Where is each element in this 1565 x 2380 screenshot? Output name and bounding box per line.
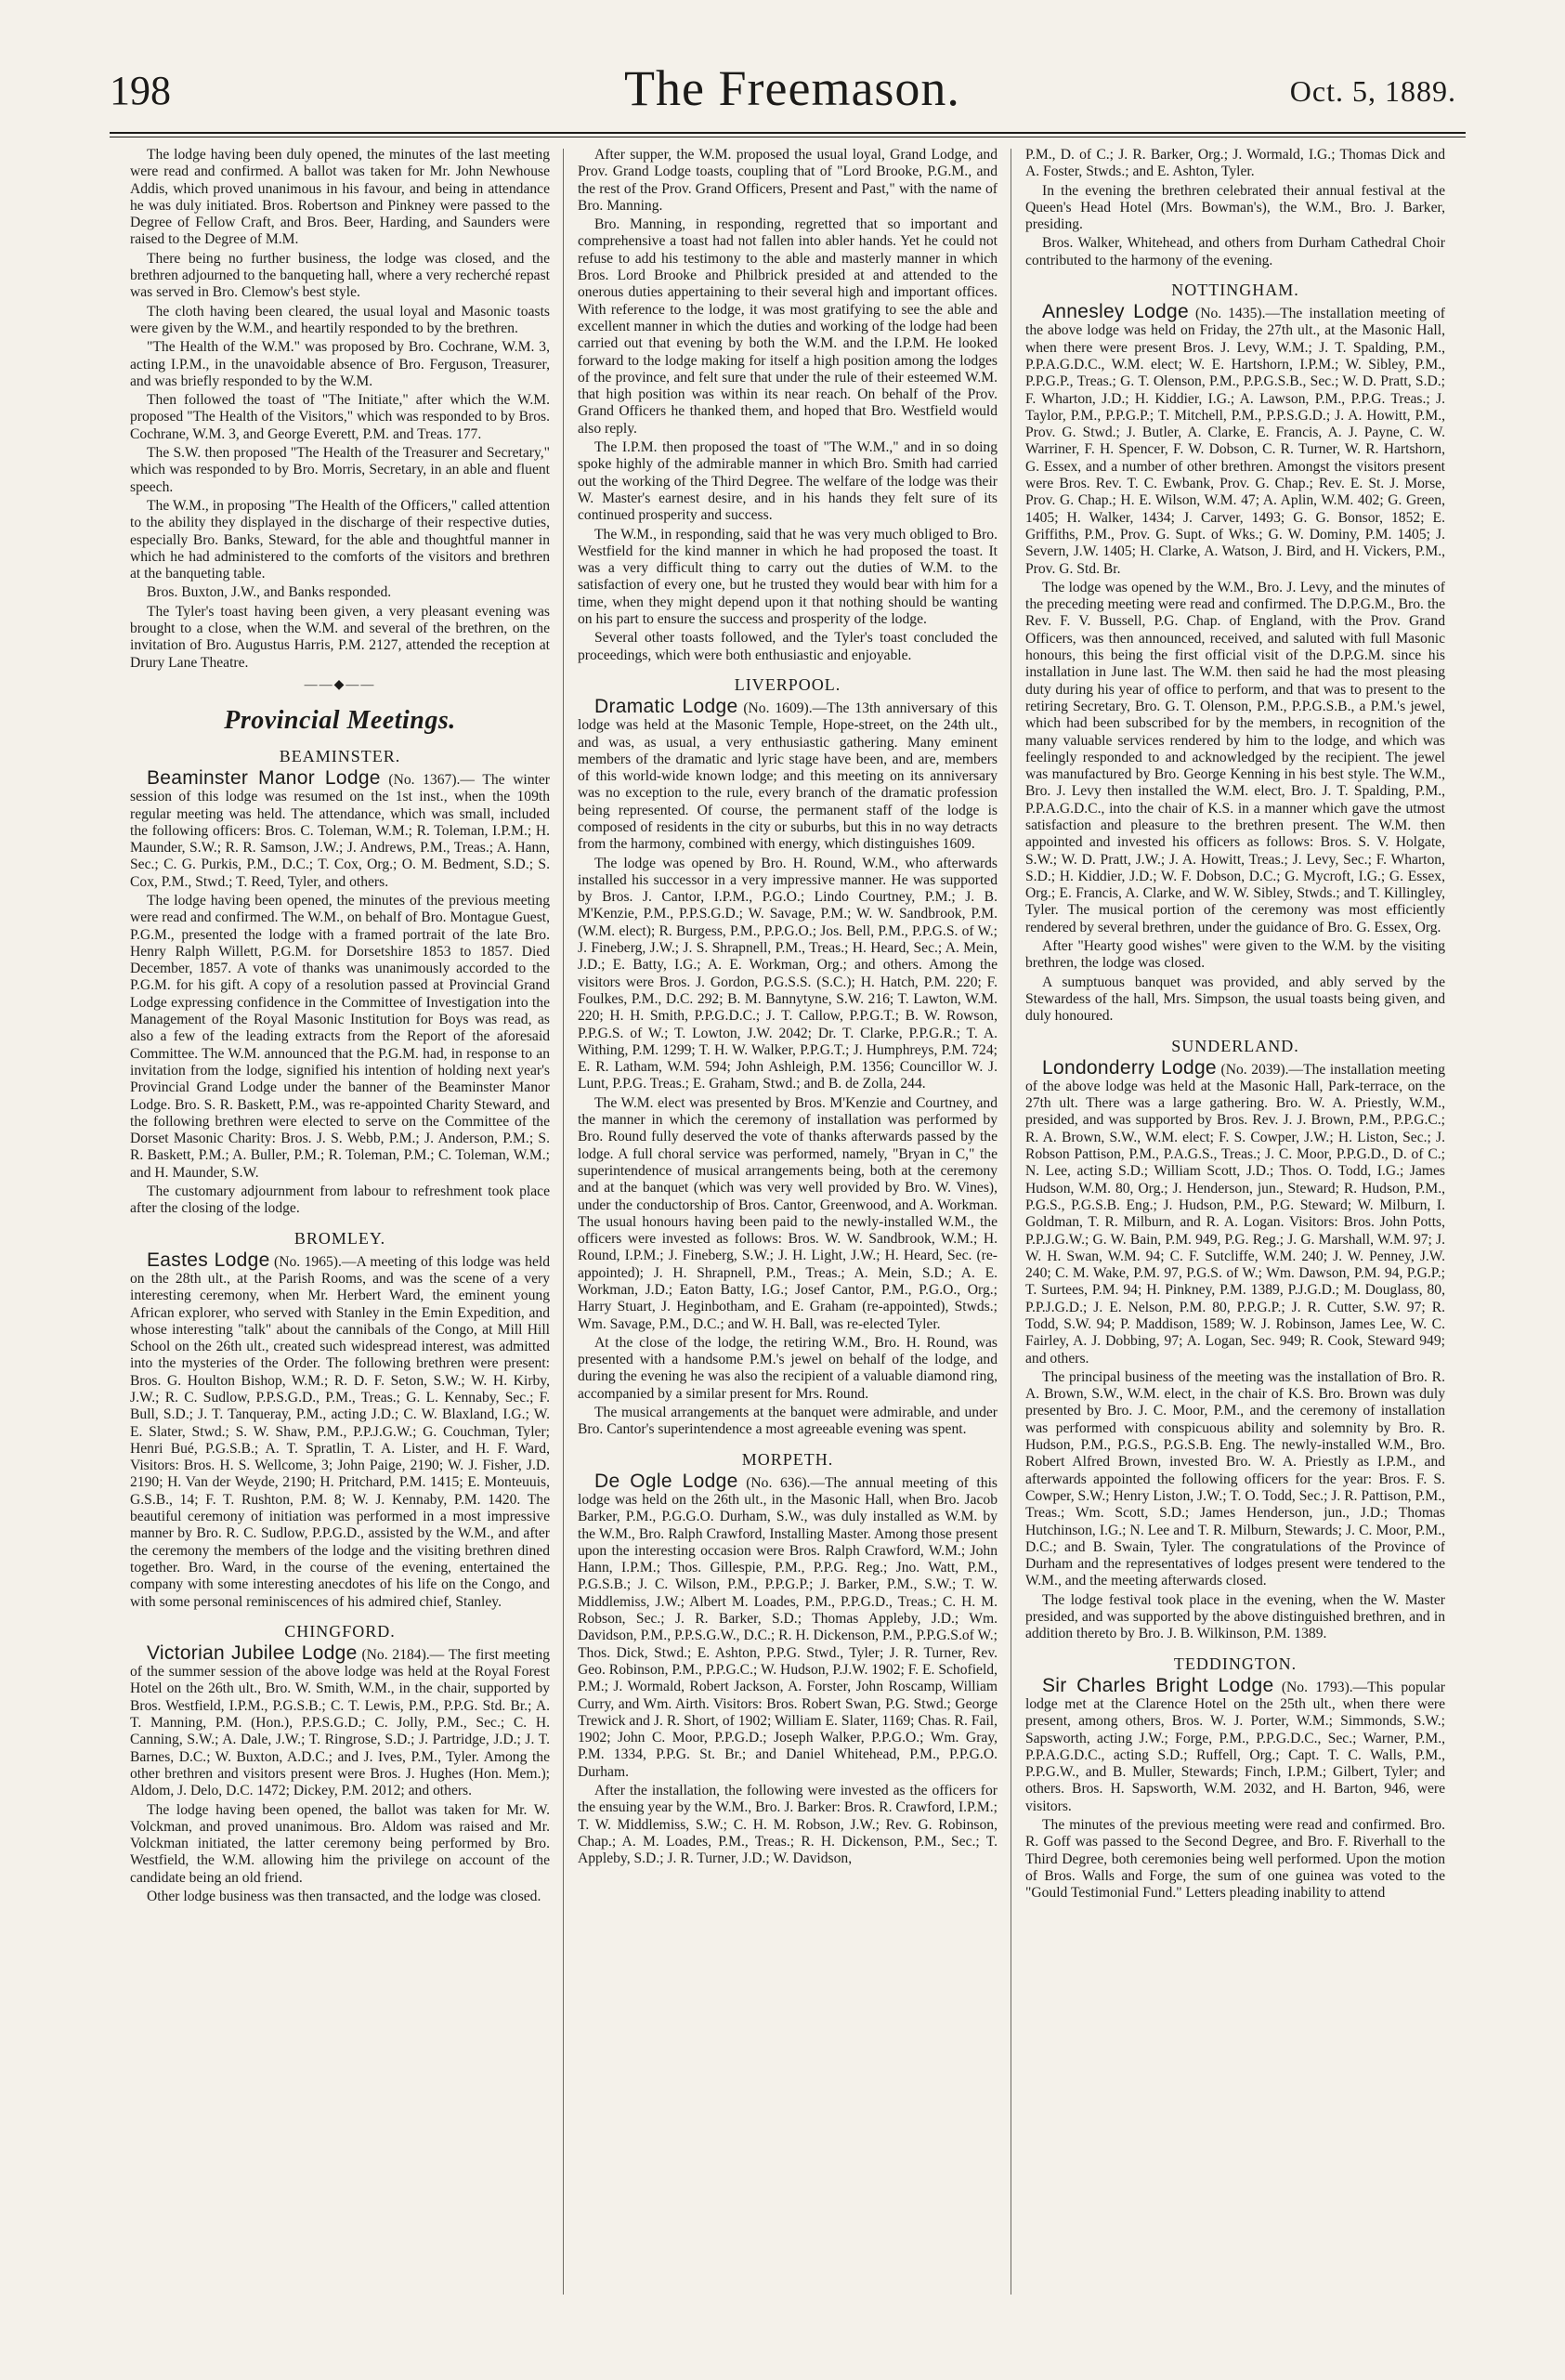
lodge-number: (No. 1367).— <box>388 771 476 788</box>
column-3 <box>1025 147 1445 2339</box>
paragraph: Other lodge business was then transacted, and the lodge was closed. <box>147 1889 541 1905</box>
paragraph: At the close of the lodge, the retiring W.M., Bro. H. Round, was presented with a handsome P.M.'s jewel on behalf of the lodge, and during the evening he was also the recipient of a valuable diamond ring, accompanied by a similar present for Mrs. Round. <box>578 1334 998 1402</box>
paragraph: The principal business of the meeting was the installation of Bro. R. A. Brown, S.W., W.M. elect, in the chair of K.S. Bro. Brown was duly presented by Bro. J. C. Moor, P.M., and the ceremony of installation was performed with conspicuous ability and solemnity by Bro. R. Hudson, P.M., P.G.S., P.G.S.B. Eng. The newly-installed W.M., Bro. Robert Alfred Brown, invested Bro. W. A. Priestly as I.P.M., and afterwards appointed the following officers for the year: Bros. F. S. Cowper, S.W.; Henry Liston, J.W.; T. O. Todd, Sec.; J. R. Pattison, P.M., Treas.; Wm. Scott, S.D.; James Henderson, jun., J.D.; Thomas Hutchinson, I.G.; N. Lee and T. R. Milburn, Stewards; J. C. Moor, P.M., D.C.; and B. Swain, Tyler. The congratulations of the Province of Durham and the representatives of lodges present were tendered to the W.M., and the meeting afterwards closed. <box>1025 1368 1445 1589</box>
paragraph: After supper, the W.M. proposed the usual loyal, Grand Lodge, and Prov. Grand Lodge toasts, coupling that of "Lord Brooke, P.G.M., and the rest of the Prov. Grand Officers, Present and Past," with the name of Bro. Manning. <box>578 147 998 214</box>
lodge-name: Annesley Lodge <box>1042 301 1189 323</box>
town-heading: SUNDERLAND. <box>1171 1036 1299 1055</box>
paragraph: A sumptuous banquet was provided, and ably served by the Stewardess of the hall, Mrs. Simpson, the usual toasts being given, and duly honoured. <box>1025 974 1445 1025</box>
paragraph: The musical arrangements at the banquet were admirable, and under Bro. Cantor's superintendence a most agreeable evening was spent. <box>578 1405 998 1438</box>
paragraph: The lodge having been opened, the minutes of the previous meeting were read and confirmed. The W.M., on behalf of Bro. Montague Guest, P.G.M., presented the lodge with a framed portrait of the late Bro. Henry Ralph Willett, P.G.M. for Dorsetshire 1853 to 1857. Died December, 1857. A vote of thanks was unanimously accorded to the P.G.M. for his gift. A copy of a resolution passed at Provincial Grand Lodge expressing confidence in the Committee of Investigation into the Management of the Royal Masonic Institution for Boys was read, as also a few of the leading extracts from the Report of the aforesaid Committee. The W.M. announced that the P.G.M. had, in response to an invitation from the lodge, signified his intention of holding next year's Provincial Grand Lodge under the banner of the Beaminster Manor Lodge. Bro. S. R. Baskett, P.M., was re-appointed Charity Steward, and the following brethren were elected to serve on the Committee of the Dorset Masonic Charity: Bros. J. S. Webb, P.M.; J. Anderson, P.M.; S. R. Baskett, P.M.; A. Buller, P.M.; R. Toleman, P.M.; C. Toleman, W.M.; and H. Maunder, S.W. <box>130 892 550 1181</box>
paragraph: The I.P.M. then proposed the toast of "The W.M.," and in so doing spoke highly of the admirable manner in which Bro. Smith had carried out the working of the Third Degree. The welfare of the lodge was their W. Master's earnest desire, and in his hands they felt sure of its continued prosperity and success. <box>578 439 998 524</box>
lodge-number: (No. 1435).— <box>1195 306 1281 322</box>
town-heading: MORPETH. <box>741 1449 834 1469</box>
lodge-number: (No. 2039).— <box>1220 1061 1304 1078</box>
section-ornament: ——◆—— <box>304 677 376 692</box>
paragraph: The lodge was opened by Bro. H. Round, W.M., who afterwards installed his successor in a very impressive manner. He was supported by Bros. J. Cantor, I.P.M., P.G.O.; Lindo Courtney, P.M.; J. B. M'Kenzie, P.M., P.P.S.G.D.; W. Savage, P.M.; W. W. Sandbrook, P.M. (W.M. elect); R. Burgess, P.M., P.P.G.O.; Jos. Bell, P.M., P.P.G.S. of W.; J. Fineberg, J.W.; J. S. Shrapnell, P.M., Treas.; H. Heard, Sec.; A. Mein, J.D.; E. Batty, I.G.; A. E. Workman, Org.; and others. Among the visitors were Bros. J. Gordon, P.G.S.S. (S.C.); H. Hatch, P.M. 220; F. Foulkes, P.M., D.C. 292; B. M. Bannytyne, S.W. 216; T. Lawton, W.M. 220; H. H. Smith, P.P.G.D.C.; J. T. Callow, P.P.G.T.; B. W. Rowson, P.P.G.S. of W.; T. Lowton, J.W. 2042; Dr. T. Clarke, P.P.G.R.; T. A. Withing, P.M. 1299; T. H. W. Walker, P.P.G.T.; J. Humphreys, P.M. 724; E. R. Latham, W.M. 594; John Ashleigh, P.M. 1356; Councillor W. J. Lunt, P.P.G. Treas.; E. Graham, Stwd.; and B. de Zolla, 244. <box>578 855 998 1092</box>
lodge-report <box>130 766 550 891</box>
lodge-name: Victorian Jubilee Lodge <box>147 1641 358 1664</box>
paragraph: Bros. Buxton, J.W., and Banks responded. <box>147 584 392 601</box>
column-divider <box>563 149 564 2295</box>
paragraph: The W.M. elect was presented by Bros. M'Kenzie and Courtney, and the manner in which the ceremony of installation was performed by Bro. Round fully deserved the vote of thanks afterwards passed by the lodge. A full choral service was performed, namely, "Bryan in C," the superintendence of musical arrangements being, both at the ceremony and at the banquet (which was very well provided by Bro. W. Vines), under the conductorship of Bros. Cantor, Greenwood, and A. Workman. The usual honours having been paid to the newly-installed W.M., the officers were invested as follows: Bros. W. W. Sandbrook, W.M.; H. Round, I.P.M.; J. Fineberg, S.W.; J. H. Light, J.W.; H. Heard, Sec. (re-appointed); J. H. Shrapnell, P.M., Treas.; A. Mein, S.D.; A. E. Workman, J.D.; Eaton Batty, I.G.; Josef Cantor, P.M., P.G.O., Org.; Harry Stuart, J. Heginbotham, and E. Graham (re-appointed), Stwds.; Wm. Savage, P.M., D.C.; and W. H. Ball, was re-elected Tyler. <box>578 1094 998 1332</box>
report-text: The annual meeting of this lodge was held on the 26th ult., in the Masonic Hall, when Bro. Jacob Barker, P.M., P.G.G.O. Durham, S.W., was duly installed as W.M. by the W.M., Bro. Ralph Crawford, Installing Master. Among those present upon the interesting occasion were Bros. Ralph Crawford, W.M.; John Hann, I.P.M.; Thos. Gillespie, P.M., P.P.G. Reg.; Jno. Watt, P.M., P.G.S.B.; J. C. Wilson, P.M., P.P.G.P.; J. Barker, P.M., S.W.; T. W. Middlemiss, J.W.; Albert M. Loades, P.M., P.P.G.D., Treas.; C. H. M. Robson, Sec.; J. R. Barker, S.D.; Thomas Appleby, J.D.; Wm. Davidson, P.M., P.P.S.G.W., D.C.; R. H. Dickenson, P.M., P.P.G.S.of W.; Thos. Dick, Stwd.; E. Ashton, P.P.G. Stwd., Tyler; J. R. Turner, Rev. Geo. Robinson, P.M., P.P.G.C.; W. Hudson, P.J.W. 1902; F. E. Schofield, P.M.; J. Wormald, Robert Jackson, A. Forster, John Roscamp, William Curry, and Wm. Airth. Visitors: Bros. Robert Swan, P.G. Stwd.; George Trewick and J. R. Short, of 1902; William E. Slater, 1169; Chas. R. Fail, 1902; John C. Moor, P.P.G.D.; Joseph Walker, P.P.G.O.; Wm. Gray, P.M. 1334, P.P.G. St. Br.; and Daniel Whitehead, P.M., P.P.G.O. Durham. <box>578 1474 998 1780</box>
lodge-report <box>1025 301 1445 578</box>
paragraph: The minutes of the previous meeting were read and confirmed. Bro. R. Goff was passed to the Second Degree, and Bro. F. Riverhall to the Third Degree, both ceremonies being well performed. Upon the motion of Bros. Walls and Forge, the sum of one guinea was voted to the "Gould Testimonial Fund." Letters pleading inability to attend <box>1025 1817 1445 1902</box>
lodge-number: (No. 636).— <box>746 1474 826 1491</box>
paragraph: The W.M., in proposing "The Health of the Officers," called attention to the ability they displayed in the discharge of their respective duties, especially Bro. Banks, Steward, for the able and thoughtful manner in which he had administered to the comforts of the visitors and brethren at the banqueting table. <box>130 497 550 582</box>
report-text: The installation meeting of the above lodge was held at the Masonic Hall, Park-terrace, on the 27th ult. There was a large gathering. Bro. W. A. Priestly, W.M., presided, and was supported by Bros. Rev. J. J. Brown, P.M., P.P.G.C.; R. A. Brown, S.W., W.M. elect; F. S. Cowper, J.W.; H. Liston, Sec.; J. Robson Pattison, P.M., P.A.G.S., Treas.; J. C. Moor, P.P.G.D., D. of C.; N. Lee, acting S.D.; William Scott, J.D.; Thos. O. Todd, I.G.; James Hudson, W.M. 80, Org.; J. Henderson, jun., Steward; R. Hudson, P.M., P.G.S., P.G.S.B. Eng.; J. Hudson, P.M., P.G. Steward; W. Milburn, I. Goldman, T. R. Milburn, and R. A. Logan. Visitors: Bros. John Potts, P.P.J.G.W.; G. W. Bain, P.M. 949, P.G. Reg.; J. G. Marshall, W.M. 97; J. W. H. Swan, W.M. 94; C. F. Sutcliffe, W.M. 240; J. W. Penney, J.W. 240; C. M. Wake, P.M. 97, P.G.S. of W.; Wm. Dawson, P.M. 94, P.G.P.; T. Surtees, P.M. 94; H. Pinkney, P.M. 1389, P.J.G.D.; M. Douglass, 80, P.P.J.G.D.; J. E. Nelson, P.M. 80, P.P.G.P.; J. R. Cutter, S.W. 97; R. Todd, S.W. 94; P. Maddison, 1589; W. J. Robinson, James Lee, W. C. Fairley, A. J. Dobbing, 97; A. Logan, Sec. 949; R. Cook, Steward 949; and others. <box>1025 1061 1445 1367</box>
lodge-name: Eastes Lodge <box>147 1249 270 1271</box>
report-text: The winter session of this lodge was resumed on the 1st inst., when the 109th regular meeting was held. The attendance, which was small, included the following officers: Bros. C. Toleman, W.M.; R. Toleman, I.P.M.; H. Maunder, S.W.; R. R. Samson, J.W.; J. Andrews, P.M., Treas.; A. Hann, Sec.; C. G. Purkis, P.M., D.C.; T. Cox, Org.; O. M. Bedment, S.D.; S. Cox, P.M., Stwd.; T. Reed, Tyler, and others. <box>130 771 550 890</box>
paragraph: In the evening the brethren celebrated their annual festival at the Queen's Head Hotel (Mrs. Bowman's), the W.M., Bro. J. Barker, presiding. <box>1025 182 1445 233</box>
town-heading: BROMLEY. <box>293 1228 386 1248</box>
lodge-report <box>130 1641 550 1800</box>
newspaper-title: The Freemason. <box>624 60 960 116</box>
paragraph: The lodge festival took place in the evening, when the W. Master presided, and was supported by the above distinguished brethren, and in addition thereto by Bro. J. B. Wilkinson, P.M. 1389. <box>1025 1591 1445 1642</box>
paragraph: The Tyler's toast having been given, a very pleasant evening was brought to a close, when the W.M. and several of the brethren, on the invitation of Bro. Augustus Harris, P.M. 2127, attended the reception at Drury Lane Theatre. <box>130 603 550 671</box>
paragraph: "The Health of the W.M." was proposed by Bro. Cochrane, W.M. 3, acting I.P.M., in the unavoidable absence of Bro. Ferguson, Treasurer, and was briefly responded to by the W.M. <box>130 339 550 389</box>
report-text: A meeting of this lodge was held on the 28th ult., at the Parish Rooms, and was the scene of a very interesting ceremony, when Mr. Herbert Ward, the eminent young African explorer, who served with Stanley in the Emin Expedition, and whose interesting "talk" about the cannibals of the Congo, at Mill Hill School on the 26th ult., created such widespread interest, was admitted into the mysteries of the Order. The following brethren were present: Bros. G. Houlton Bishop, W.M.; R. D. F. Seton, S.W.; W. H. Kirby, J.W.; R. C. Sudlow, P.P.S.G.D., P.M., Treas.; G. L. Kennaby, Sec.; F. Bull, S.D.; J. T. Tanqueray, P.M., acting J.D.; C. W. Blaxland, I.G.; W. E. Slater, Stwd.; S. W. Shaw, P.M., P.P.J.G.W.; G. Couchman, Tyler; Henri Bué, P.G.S.B.; A. T. Spratlin, T. A. Lister, and H. F. Ward, Visitors: Bros. H. S. Wellcome, 3; John Paige, 2190; W. J. Fisher, J.D. 2190; H. Van der Weyde, 2190; H. Pritchard, P.M. 1415; E. Monteuuis, G.S.B., 14; F. T. Rushton, P.M. 8; W. J. Kennaby, P.M. 1420. The beautiful ceremony of initiation was performed in a most impressive manner by Bro. R. C. Sudlow, P.P.G.D., assisted by the W.M., and after the ceremony the members of the lodge and the visiting brethren dined together. Bro. Ward, in the course of the evening, entertained the company with some interesting anecdotes of his life on the Congo, and with some personal reminiscences of his admired chief, Stanley. <box>130 1253 550 1610</box>
paragraph: Then followed the toast of "The Initiate," after which the W.M. proposed "The Health of the Visitors," which was responded to by Bros. Cochrane, W.M. 3, and George Everett, P.M. and Treas. 177. <box>130 392 550 442</box>
paragraph: After "Hearty good wishes" were given to the W.M. by the visiting brethren, the lodge was closed. <box>1025 938 1445 972</box>
masthead-rule <box>110 132 1466 134</box>
report-text: This popular lodge met at the Clarence Hotel on the 25th ult., when there were present, among others, Bros. W. J. Porter, W.M.; Simmonds, S.W.; Sapsworth, acting J.W.; Forge, P.M., P.P.G.D.C., Sec.; Warner, P.M., P.P.A.G.D.C., acting S.D.; Ruffell, Org.; Capt. T. C. Walls, P.M., P.P.G.W., and B. Muller, Stewards; Finch, I.P.M.; Gilbert, Tyler; and others. Bros. H. Sapsworth, W.M. 2032, and H. Barton, 946, were visitors. <box>1025 1679 1445 1814</box>
paragraph: The customary adjournment from labour to refreshment took place after the closing of the lodge. <box>130 1183 550 1217</box>
report-text: The first meeting of the summer session of the above lodge was held at the Royal Forest Hotel on the 26th ult., Bro. W. Smith, W.M., in the chair, supported by Bros. Westfield, I.P.M., P.G.S.B.; C. T. Lewis, P.M., P.P.G. Std. Br.; A. T. Manning, P.M. (Hon.), P.P.S.G.D.; C. Jolly, P.M., Sec.; C. H. Canning, S.W.; A. Dale, J.W.; T. Ringrose, S.D.; J. Partridge, J.D.; J. T. Barnes, D.C.; W. Buxton, A.D.C.; and J. Ives, P.M., Tyler. Among the other brethren and visitors present were Bros. J. Hughes (Hon. Mem.); Aldom, J. Delo, D.C. 1472; Dickey, P.M. 2012; and others. <box>130 1646 550 1799</box>
paragraph: There being no further business, the lodge was closed, and the brethren adjourned to the banqueting hall, where a very recherché repast was served in Bro. Clemow's best style. <box>130 250 550 301</box>
paragraph: Bro. Manning, in responding, regretted that so important and comprehensive a toast had not fallen into abler hands. Yet he could not refuse to add his testimony to the able and masterly manner in which Bros. Lord Brooke and Philbrick presided at and attended to the onerous duties appertaining to their several high and important offices. With reference to the lodge, it was most gratifying to see the able and excellent manner in which the duties and working of the lodge had been carried out that evening by both the W.M. and the I.P.M. He looked forward to the lodge making for itself a high position among the lodges of the province, and felt sure that under the rule of their esteemed W.M. that high position was within its near reach. On behalf of the Prov. Grand Officers he thanked them, and hoped that Bro. Westfield would also reply. <box>578 216 998 437</box>
lodge-name: De Ogle Lodge <box>594 1470 738 1492</box>
lodge-report <box>578 1470 998 1781</box>
lodge-number: (No. 1793).— <box>1281 1679 1368 1695</box>
column-2 <box>578 147 998 2339</box>
town-heading: BEAMINSTER. <box>279 746 401 765</box>
paragraph: After the installation, the following were invested as the officers for the ensuing year by the W.M., Bro. J. Barker: Bros. R. Crawford, I.P.M.; T. W. Middlemiss, S.W.; C. H. M. Robson, J.W.; Rev. G. Robinson, Chap.; A. M. Loades, P.M., Treas.; R. H. Dickenson, P.M., Sec.; T. Appleby, S.D.; J. R. Turner, J.D.; W. Davidson, <box>578 1783 998 1867</box>
lodge-number: (No. 2184).— <box>361 1646 445 1663</box>
lodge-report <box>1025 1056 1445 1367</box>
paragraph: The lodge having been duly opened, the minutes of the last meeting were read and confirmed. A ballot was taken for Mr. John Newhouse Addis, which proved unanimous in his favour, and being in attendance he was duly initiated. Bros. Robertson and Pinkney were passed to the Degree of Fellow Craft, and Bros. Beer, Harding, and Saunders were raised to the Degree of M.M. <box>130 147 550 248</box>
lodge-report <box>578 695 998 854</box>
paragraph: Several other toasts followed, and the Tyler's toast concluded the proceedings, which were both enthusiastic and enjoyable. <box>578 630 998 663</box>
page-number: 198 <box>110 68 171 113</box>
paragraph: The lodge having been opened, the ballot was taken for Mr. W. Volckman, and proved unanimous. Bro. Aldom was raised and Mr. Volckman initiated, the latter ceremony being performed by Bro. Westfield, the W.M. allowing him the privilege on account of the candidate being an old friend. <box>130 1801 550 1886</box>
report-text: The installation meeting of the above lodge was held on Friday, the 27th ult., at the Masonic Hall, when there were present Bros. J. Levy, W.M.; J. T. Spalding, P.M., P.P.A.G.D.C., W.M. elect; W. E. Hartshorn, I.P.M.; W. Sibley, P.M., P.P.G.P., Treas.; G. T. Olenson, P.M., P.P.G.S.B., Sec.; W. D. Pratt, S.D.; F. Wharton, J.D.; H. Kiddier, I.G.; A. Lawson, P.M., P.P.G. Treas.; J. Taylor, P.M., P.P.G.P.; T. Mitchell, P.M., P.P.S.G.D.; J. A. Howitt, P.M., Prov. G. Stwd.; J. Butler, A. Clarke, E. Francis, A. J. Payne, C. W. Warriner, F. H. Spencer, F. W. Dobson, C. R. Turner, W. R. Hartshorn, G. Essex, and a number of other brethren. Amongst the visitors present were Bros. Rev. T. C. Ewbank, Prov. G. Chap.; Rev. E. St. J. Morse, Prov. G. Chap.; H. E. Wilson, W.M. 47; A. Aplin, W.M. 402; G. Green, 1405; H. Walker, 1434; J. Carver, 1493; G. G. Bonsor, 1852; E. Griffiths, P.M., Prov. G. Supt. of Wks.; G. W. Dominy, P.M. 1405; J. Severn, J.W. 1405; H. Clarke, A. Watson, J. Bird, and H. Vickers, P.M., Prov. G. Std. Br. <box>1025 306 1445 577</box>
column-1 <box>130 147 550 2339</box>
lodge-name: Sir Charles Bright Lodge <box>1042 1674 1274 1696</box>
town-heading: LIVERPOOL. <box>734 674 841 694</box>
town-heading: CHINGFORD. <box>284 1621 396 1641</box>
lodge-name: Dramatic Lodge <box>594 695 738 717</box>
masthead <box>110 54 1475 116</box>
lodge-report <box>1025 1674 1445 1815</box>
paragraph: Bros. Walker, Whitehead, and others from Durham Cathedral Choir contributed to the harmony of the evening. <box>1025 235 1445 268</box>
lodge-name: Londonderry Lodge <box>1042 1056 1217 1079</box>
paragraph: The lodge was opened by the W.M., Bro. J. Levy, and the minutes of the preceding meeting were read and confirmed. The D.P.G.M., Bro. the Rev. F. V. Bussell, P.G. Chap. of England, with the Prov. Grand Officers, was then announced, received, and saluted with full Masonic honours, this being the first official visit of the D.P.G.M. since his installation in June last. The W.M. then said he had the most pleasing duty during his year of office to perform, and that was to present to the retiring Secretary, Bro. G. T. Olenson, P.M., P.P.G.S.B., a P.M.'s jewel, which had been subscribed for by the members, in recognition of the many valuable services rendered by him to the lodge, and which was feelingly responded to and acknowledged by the recipient. The jewel was manufactured by Bro. George Kenning in his best style. The W.M., Bro. J. Levy then installed the W.M. elect, Bro. J. T. Spalding, P.M., P.P.A.G.D.C., into the chair of K.S. in a manner which gave the utmost satisfaction and pleasure to the brethren present. The W.M. then appointed and invested his officers as follows: Bros. S. V. Holgate, S.W.; W. D. Pratt, J.W.; J. A. Howitt, Treas.; J. Levy, Sec.; F. Wharton, S.D.; H. Kiddier, J.D.; W. F. Dobson, D.C.; G. Mycroft, I.G.; G. Essex, Org.; E. Francis, A. Clarke, and W. W. Sibley, Stwds.; and T. Killingley, Tyler. The musical portion of the ceremony was most efficiently rendered by several brethren, under the guidance of Bro. G. Essex, Org. <box>1025 579 1445 935</box>
lodge-report <box>130 1249 550 1611</box>
paragraph: The cloth having been cleared, the usual loyal and Masonic toasts were given by the W.M., and heartily responded to by the brethren. <box>130 303 550 336</box>
lodge-number: (No. 1609).— <box>743 700 828 716</box>
report-text: The 13th anniversary of this lodge was held at the Masonic Temple, Hope-street, on the 24th ult., and was, as usual, a very enthusiastic gathering. Many eminent members of the dramatic and lyric stage have been, and are, members of this world-wide known lodge; and this meeting on its anniversary was no exception to the rule, every branch of the dramatic profession being represented. Of course, the permanent staff of the lodge is composed of residents in the city or suburbs, but this in no way detracts from the harmony, combined with energy, which distinguishes 1609. <box>578 700 998 853</box>
paragraph: The S.W. then proposed "The Health of the Treasurer and Secretary," which was responded to by Bro. Morris, Secretary, in an able and fluent speech. <box>130 445 550 495</box>
paragraph: P.M., D. of C.; J. R. Barker, Org.; J. Wormald, I.G.; Thomas Dick and A. Foster, Stwds.; and E. Ashton, Tyler. <box>1025 147 1445 180</box>
town-heading: NOTTINGHAM. <box>1171 281 1299 300</box>
town-heading: TEDDINGTON. <box>1173 1654 1298 1673</box>
issue-date: Oct. 5, 1889. <box>1289 74 1456 108</box>
lodge-name: Beaminster Manor Lodge <box>147 766 381 789</box>
lodge-number: (No. 1965).— <box>274 1253 357 1270</box>
section-title: Provincial Meetings. <box>224 705 456 735</box>
paragraph: The W.M., in responding, said that he was very much obliged to Bro. Westfield for the kind manner in which he had proposed the toast. It was a very difficult thing to carry out the duties of W.M. to the satisfaction of every one, but he trusted they would bear with him for a time, when they might depend upon it that nothing should be wanting on his part to ensure the success and prosperity of the lodge. <box>578 526 998 628</box>
